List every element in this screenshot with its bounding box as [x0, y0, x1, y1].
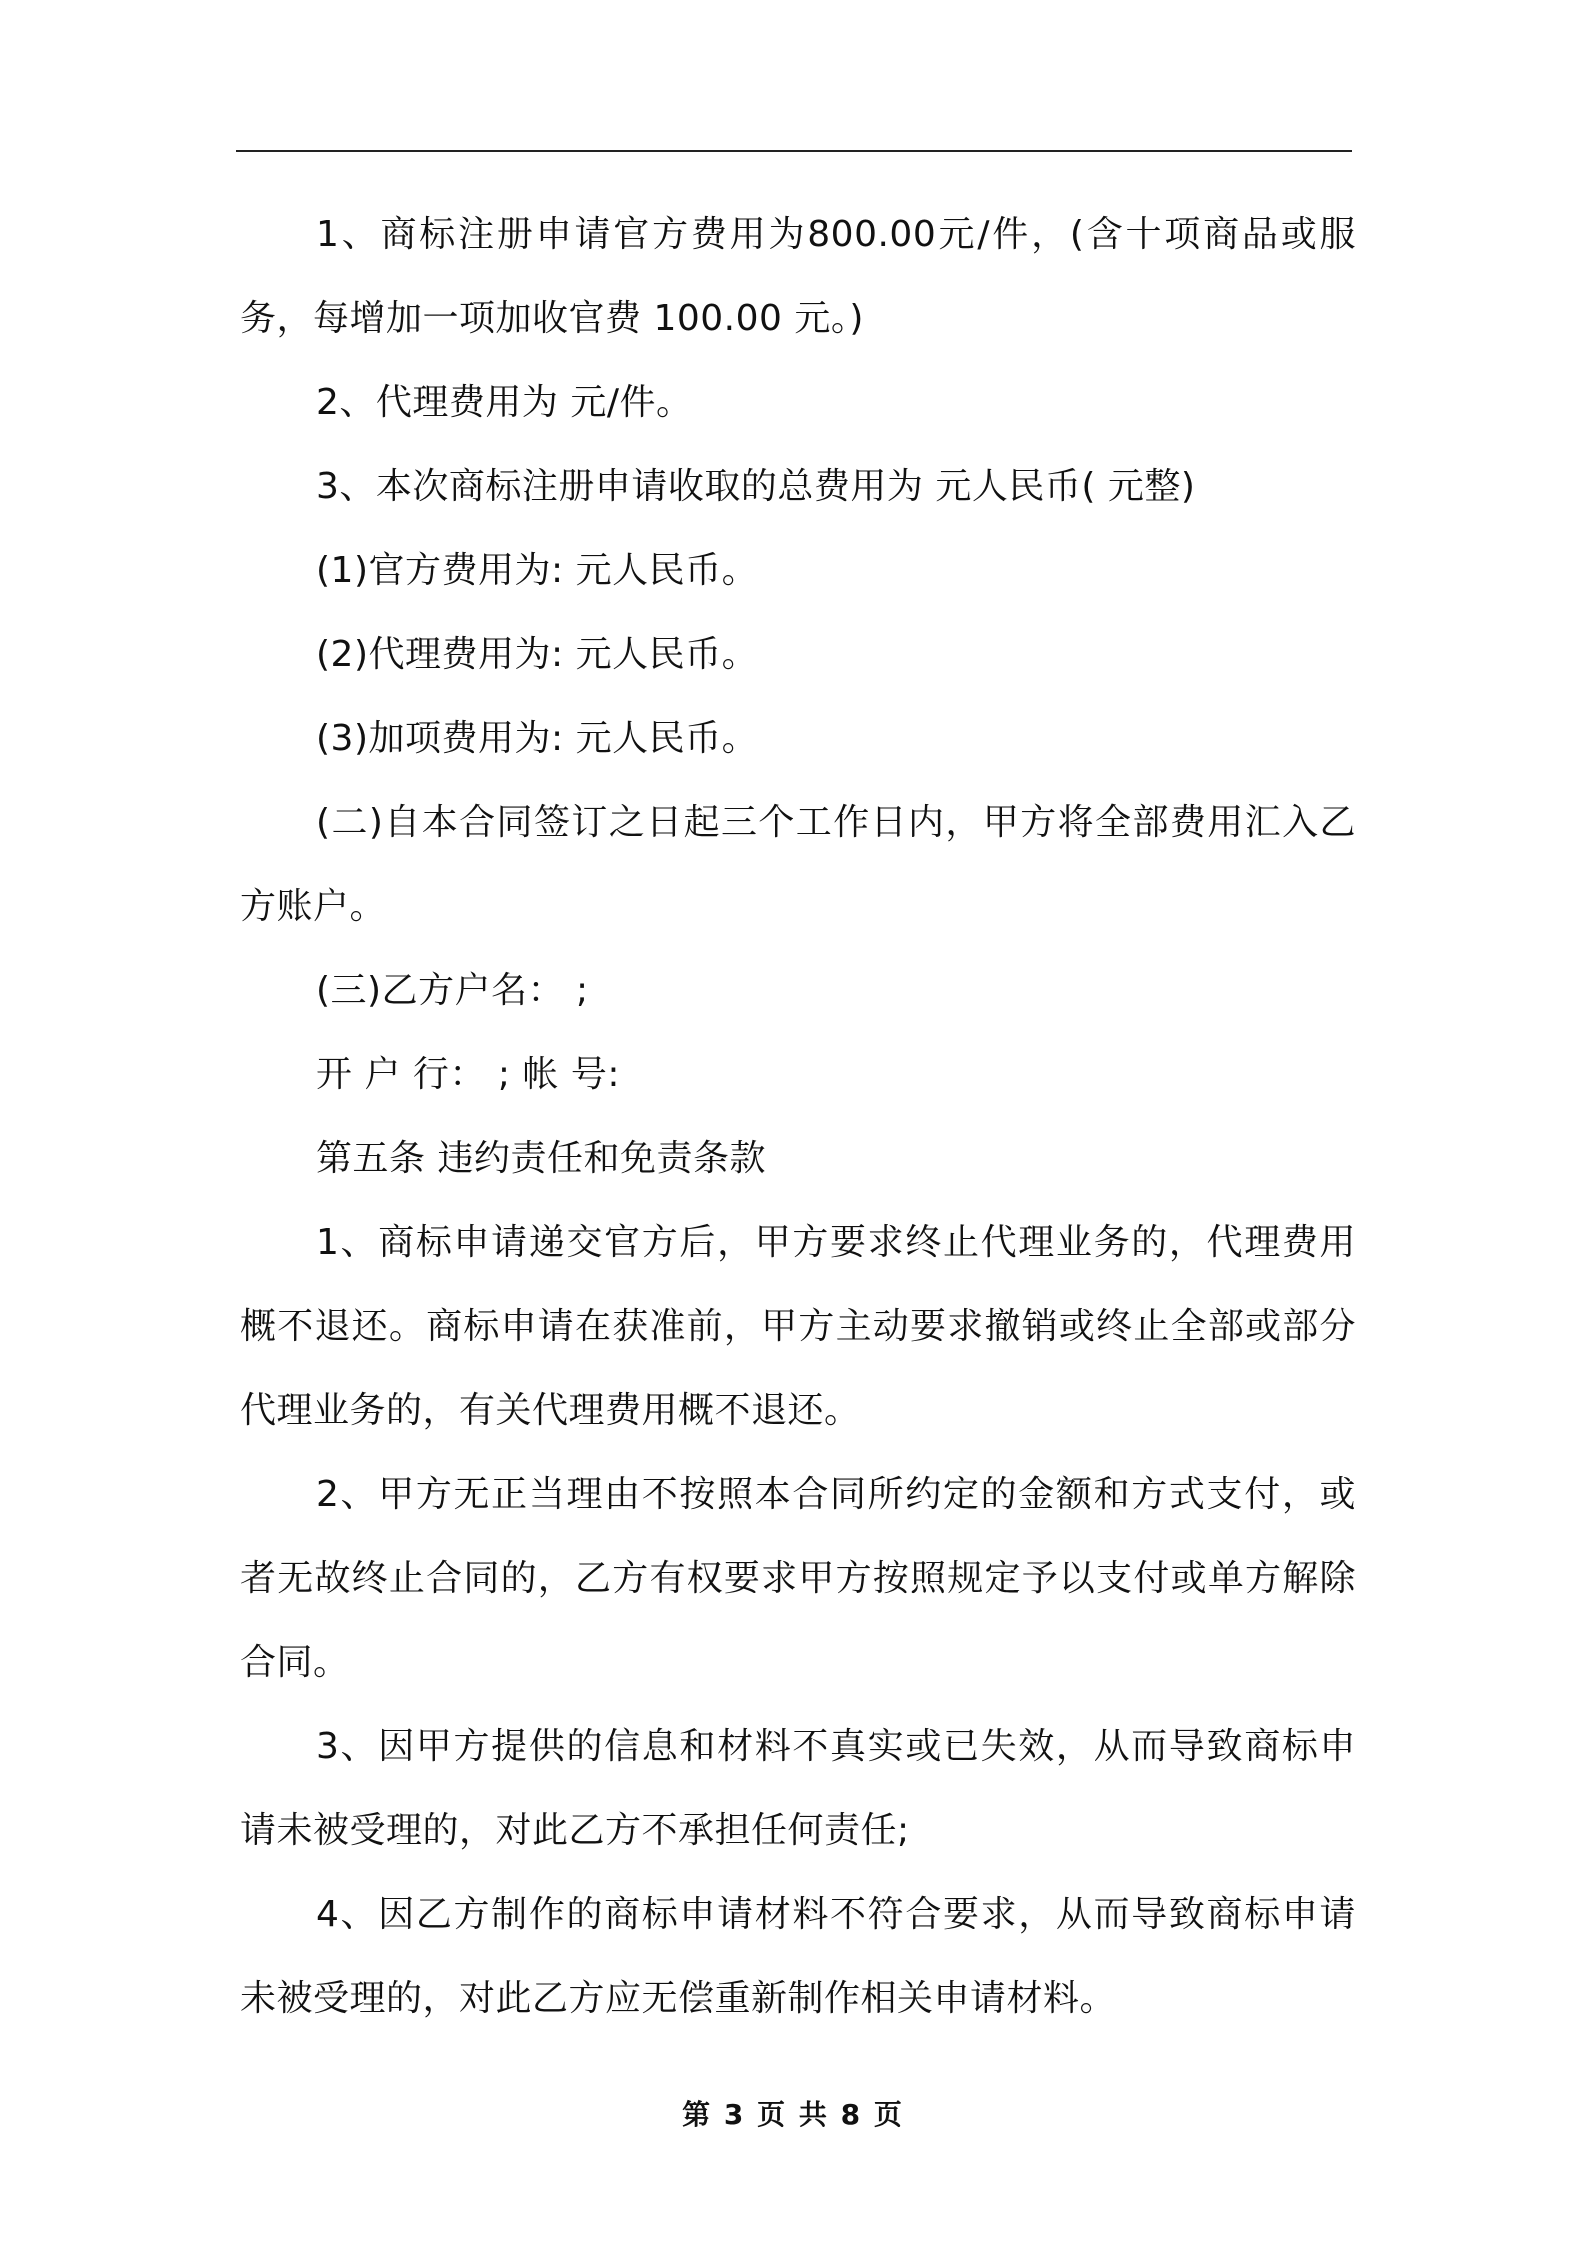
liability-clause-3: 3、因甲方提供的信息和材料不真实或已失效，从而导致商标申请未被受理的，对此乙方不承担任何责任;	[240, 1726, 1356, 1851]
fee-subitem-agency: (2)代理费用为: 元人民币。	[316, 634, 759, 675]
fee-subitem-official: (1)官方费用为: 元人民币。	[316, 550, 759, 591]
fee-item-agency: 2、代理费用为 元/件。	[316, 382, 693, 423]
document-body	[240, 193, 1356, 2041]
fee-subitem-additional: (3)加项费用为: 元人民币。	[316, 718, 759, 759]
page-number: 第 3 页 共 8 页	[682, 2098, 904, 2131]
fee-item-total: 3、本次商标注册申请收取的总费用为 元人民币( 元整)	[316, 466, 1196, 507]
article-heading: 第五条 违约责任和免责条款	[316, 1138, 766, 1179]
fee-item-official: 1、商标注册申请官方费用为800.00元/件，(含十项商品或服务，每增加一项加收官费 100.00 元。)	[240, 214, 1356, 339]
liability-clause-4: 4、因乙方制作的商标申请材料不符合要求，从而导致商标申请未被受理的，对此乙方应无偿重新制作相关申请材料。	[240, 1894, 1356, 2019]
payment-clause: (二)自本合同签订之日起三个工作日内，甲方将全部费用汇入乙方账户。	[240, 802, 1356, 927]
header-divider	[236, 150, 1352, 152]
account-name-line: (三)乙方户名： ;	[316, 970, 589, 1011]
liability-clause-2: 2、甲方无正当理由不按照本合同所约定的金额和方式支付，或者无故终止合同的，乙方有权要求甲方按照规定予以支付或单方解除合同。	[240, 1474, 1356, 1683]
bank-account-line: 开 户 行： ; 帐 号:	[316, 1054, 620, 1095]
liability-clause-1: 1、商标申请递交官方后，甲方要求终止代理业务的，代理费用概不退还。商标申请在获准前，甲方主动要求撤销或终止全部或部分代理业务的，有关代理费用概不退还。	[240, 1222, 1356, 1431]
